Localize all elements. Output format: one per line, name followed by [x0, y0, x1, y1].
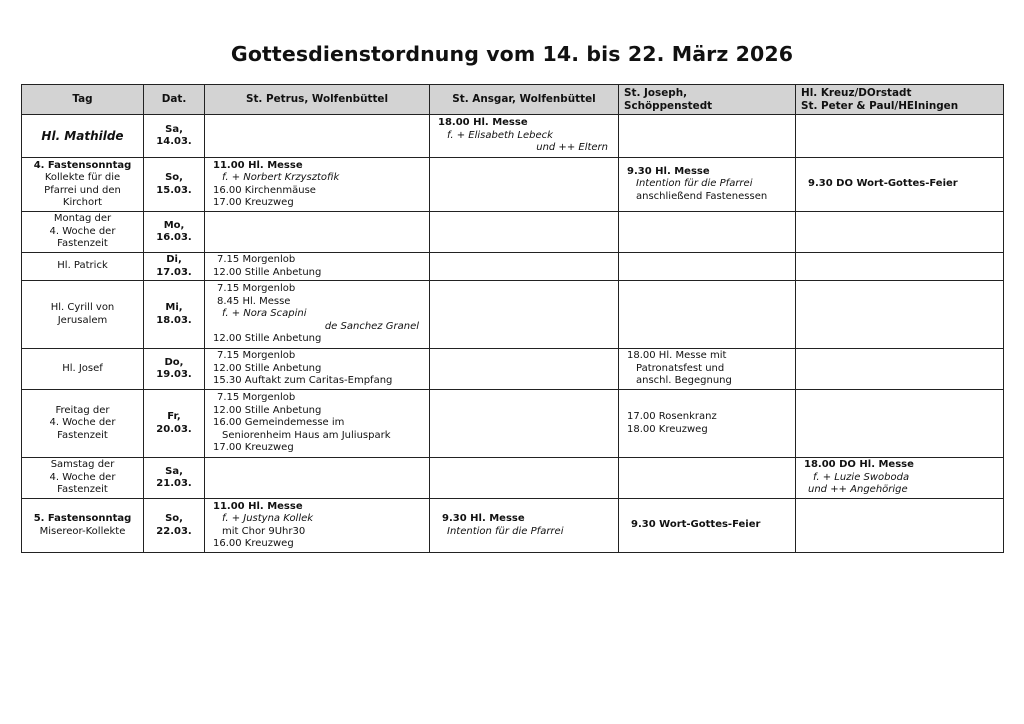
day-cell [22, 499, 144, 553]
day-text: Jerusalem [57, 314, 108, 326]
event-line: anschließend Fastenessen [636, 190, 768, 202]
intention-line: f. + Justyna Kollek [222, 513, 314, 525]
intention-line: f. + Nora Scapini [222, 308, 307, 320]
header-dat: Dat. [144, 85, 205, 115]
intention-line: f. + Luzie Swoboda [813, 471, 910, 483]
day-text: Hl. Cyrill von [50, 302, 115, 314]
day-text: Kollekte für die [44, 172, 121, 184]
day-cell [22, 390, 144, 458]
header-tag: Tag [22, 85, 144, 115]
intention-line: und ++ Eltern [536, 142, 608, 154]
date-cell [144, 158, 205, 212]
event-line: 7.15 Morgenlob [217, 350, 296, 362]
st-joseph-cell [619, 115, 796, 158]
event-line: 16.00 Gemeindemesse im [213, 417, 345, 429]
st-joseph-cell [619, 390, 796, 458]
table-row [22, 390, 1004, 458]
hl-kreuz-cell [796, 158, 1004, 212]
day-text: Montag der [53, 213, 112, 225]
st-petrus-cell [205, 212, 430, 253]
weekday-text: Mi, [165, 302, 183, 314]
intention-line: und ++ Angehörige [808, 484, 908, 496]
st-ansgar-cell [430, 458, 619, 499]
header-row [22, 85, 1004, 115]
day-cell [22, 158, 144, 212]
st-ansgar-cell [430, 115, 619, 158]
weekday-text: Di, [166, 254, 182, 266]
day-cell [22, 115, 144, 158]
page-title: Gottesdienstordnung vom 14. bis 22. März 2026 [230, 42, 794, 66]
date-text: 14.03. [156, 136, 192, 147]
day-text: 4. Fastensonntag [33, 159, 132, 171]
date-text: 18.03. [156, 314, 192, 326]
st-petrus-cell [205, 349, 430, 390]
header-st-petrus: St. Petrus, Wolfenbüttel [205, 85, 430, 115]
st-ansgar-cell [430, 253, 619, 281]
table-row [22, 349, 1004, 390]
header-hl-kreuz-line-2: St. Peter & Paul/HEIningen [801, 99, 959, 112]
hl-kreuz-cell [796, 281, 1004, 349]
day-cell [22, 349, 144, 390]
table-row [22, 458, 1004, 499]
hl-kreuz-cell [796, 212, 1004, 253]
event-line: 12.00 Stille Anbetung [213, 266, 322, 278]
day-text: Hl. Josef [62, 362, 103, 374]
hl-kreuz-cell [796, 253, 1004, 281]
event-line: 11.00 Hl. Messe [213, 159, 303, 171]
st-petrus-cell [205, 115, 430, 158]
header-hl-kreuz-line-1: Hl. Kreuz/DOrstadt [801, 87, 912, 100]
table-row [22, 253, 1004, 281]
st-ansgar-cell [430, 499, 619, 553]
event-line: 9.30 DO Wort-Gottes-Feier [808, 178, 958, 190]
event-line: 17.00 Kreuzweg [213, 196, 294, 208]
st-ansgar-cell [430, 158, 619, 212]
date-cell [144, 458, 205, 499]
event-line: 16.00 Kreuzweg [213, 537, 294, 549]
event-line: 12.00 Stille Anbetung [213, 333, 322, 345]
header-st-joseph-line-1: St. Joseph, [624, 87, 688, 100]
st-joseph-cell [619, 253, 796, 281]
header-st-ansgar: St. Ansgar, Wolfenbüttel [430, 85, 619, 115]
day-text: 4. Woche der [49, 417, 116, 429]
event-line: 7.15 Morgenlob [217, 392, 296, 404]
date-text: 19.03. [156, 369, 192, 380]
event-line: 11.00 Hl. Messe [213, 500, 303, 512]
event-line: 16.00 Kirchenmäuse [213, 184, 316, 196]
header-st-joseph-line-2: Schöppenstedt [624, 99, 713, 112]
day-cell [22, 212, 144, 253]
st-petrus-cell [205, 253, 430, 281]
event-line: 18.00 Kreuzweg [627, 423, 708, 435]
weekday-text: Sa, [165, 123, 183, 135]
day-text: Fastenzeit [57, 484, 108, 496]
day-text: Freitag der [55, 404, 110, 416]
st-ansgar-cell [430, 349, 619, 390]
st-ansgar-cell [430, 390, 619, 458]
date-text: 16.03. [156, 232, 192, 243]
date-cell [144, 253, 205, 281]
event-line: 9.30 Hl. Messe [627, 165, 710, 177]
day-cell [22, 253, 144, 281]
st-petrus-cell [205, 281, 430, 349]
intention-line: f. + Norbert Krzysztofik [222, 172, 340, 184]
date-cell [144, 390, 205, 458]
table-row [22, 499, 1004, 553]
st-joseph-cell [619, 212, 796, 253]
day-cell [22, 458, 144, 499]
event-line: 18.00 Hl. Messe [438, 117, 528, 129]
st-petrus-cell [205, 158, 430, 212]
st-joseph-cell [619, 458, 796, 499]
hl-kreuz-cell [796, 115, 1004, 158]
st-joseph-cell [619, 158, 796, 212]
date-cell [144, 212, 205, 253]
event-line: 18.00 Hl. Messe mit [627, 350, 727, 362]
hl-kreuz-cell [796, 390, 1004, 458]
hl-kreuz-cell [796, 499, 1004, 553]
event-line: Seniorenheim Haus am Juliuspark [222, 429, 391, 441]
intention-line: Intention für die Pfarrei [636, 178, 753, 190]
day-cell [22, 281, 144, 349]
event-line: 12.00 Stille Anbetung [213, 404, 322, 416]
event-line: 9.30 Hl. Messe [442, 513, 525, 525]
date-text: 20.03. [156, 423, 192, 435]
date-text: 17.03. [156, 266, 192, 278]
event-line: 7.15 Morgenlob [217, 254, 296, 266]
day-text: Fastenzeit [57, 238, 108, 250]
event-line: 15.30 Auftakt zum Caritas-Empfang [213, 375, 393, 387]
hl-kreuz-cell [796, 349, 1004, 390]
st-ansgar-cell [430, 281, 619, 349]
day-text: Samstag der [50, 459, 115, 471]
event-line: 12.00 Stille Anbetung [213, 362, 322, 374]
weekday-text: Do, [164, 356, 184, 368]
event-line: Patronatsfest und [636, 362, 725, 374]
event-line: 9.30 Wort-Gottes-Feier [631, 519, 761, 531]
event-line: mit Chor 9Uhr30 [222, 525, 306, 537]
event-line: 17.00 Kreuzweg [213, 442, 294, 454]
event-line: 17.00 Rosenkranz [627, 411, 717, 423]
st-petrus-cell [205, 499, 430, 553]
date-cell [144, 281, 205, 349]
date-text: 22.03. [156, 525, 192, 537]
weekday-text: So, [165, 172, 183, 184]
weekday-text: Mo, [163, 219, 185, 231]
weekday-text: Fr, [167, 411, 181, 423]
st-petrus-cell [205, 458, 430, 499]
date-text: 21.03. [156, 478, 192, 489]
day-text: 5. Fastensonntag [33, 513, 132, 525]
header-hl-kreuz [796, 85, 1004, 115]
table-row [22, 212, 1004, 253]
day-text: Pfarrei und den [44, 184, 121, 196]
header-st-joseph [619, 85, 796, 115]
table-row [22, 115, 1004, 158]
table-row [22, 158, 1004, 212]
date-cell [144, 349, 205, 390]
table-row [22, 281, 1004, 349]
day-text: 4. Woche der [49, 471, 116, 483]
day-text: Kirchort [62, 196, 103, 208]
weekday-text: So, [165, 513, 183, 525]
st-petrus-cell [205, 390, 430, 458]
day-text: Misereor-Kollekte [39, 525, 126, 537]
schedule-table [21, 84, 1004, 553]
date-cell [144, 499, 205, 553]
date-text: 15.03. [156, 184, 192, 196]
weekday-text: Sa, [165, 465, 183, 477]
event-line: 8.45 Hl. Messe [217, 295, 291, 307]
st-ansgar-cell [430, 212, 619, 253]
event-line: 7.15 Morgenlob [217, 283, 296, 295]
day-text: Fastenzeit [57, 429, 108, 441]
intention-line: f. + Elisabeth Lebeck [447, 129, 553, 141]
intention-line: Intention für die Pfarrei [447, 525, 564, 537]
st-joseph-cell [619, 281, 796, 349]
event-line: 18.00 DO Hl. Messe [804, 459, 914, 471]
st-joseph-cell [619, 499, 796, 553]
hl-kreuz-cell [796, 458, 1004, 499]
day-text: Hl. Patrick [57, 260, 108, 272]
st-joseph-cell [619, 349, 796, 390]
intention-line: de Sanchez Granel [324, 320, 419, 332]
event-line: anschl. Begegnung [636, 375, 732, 387]
day-text: Hl. Mathilde [41, 128, 124, 143]
date-cell [144, 115, 205, 158]
day-text: 4. Woche der [49, 225, 116, 237]
